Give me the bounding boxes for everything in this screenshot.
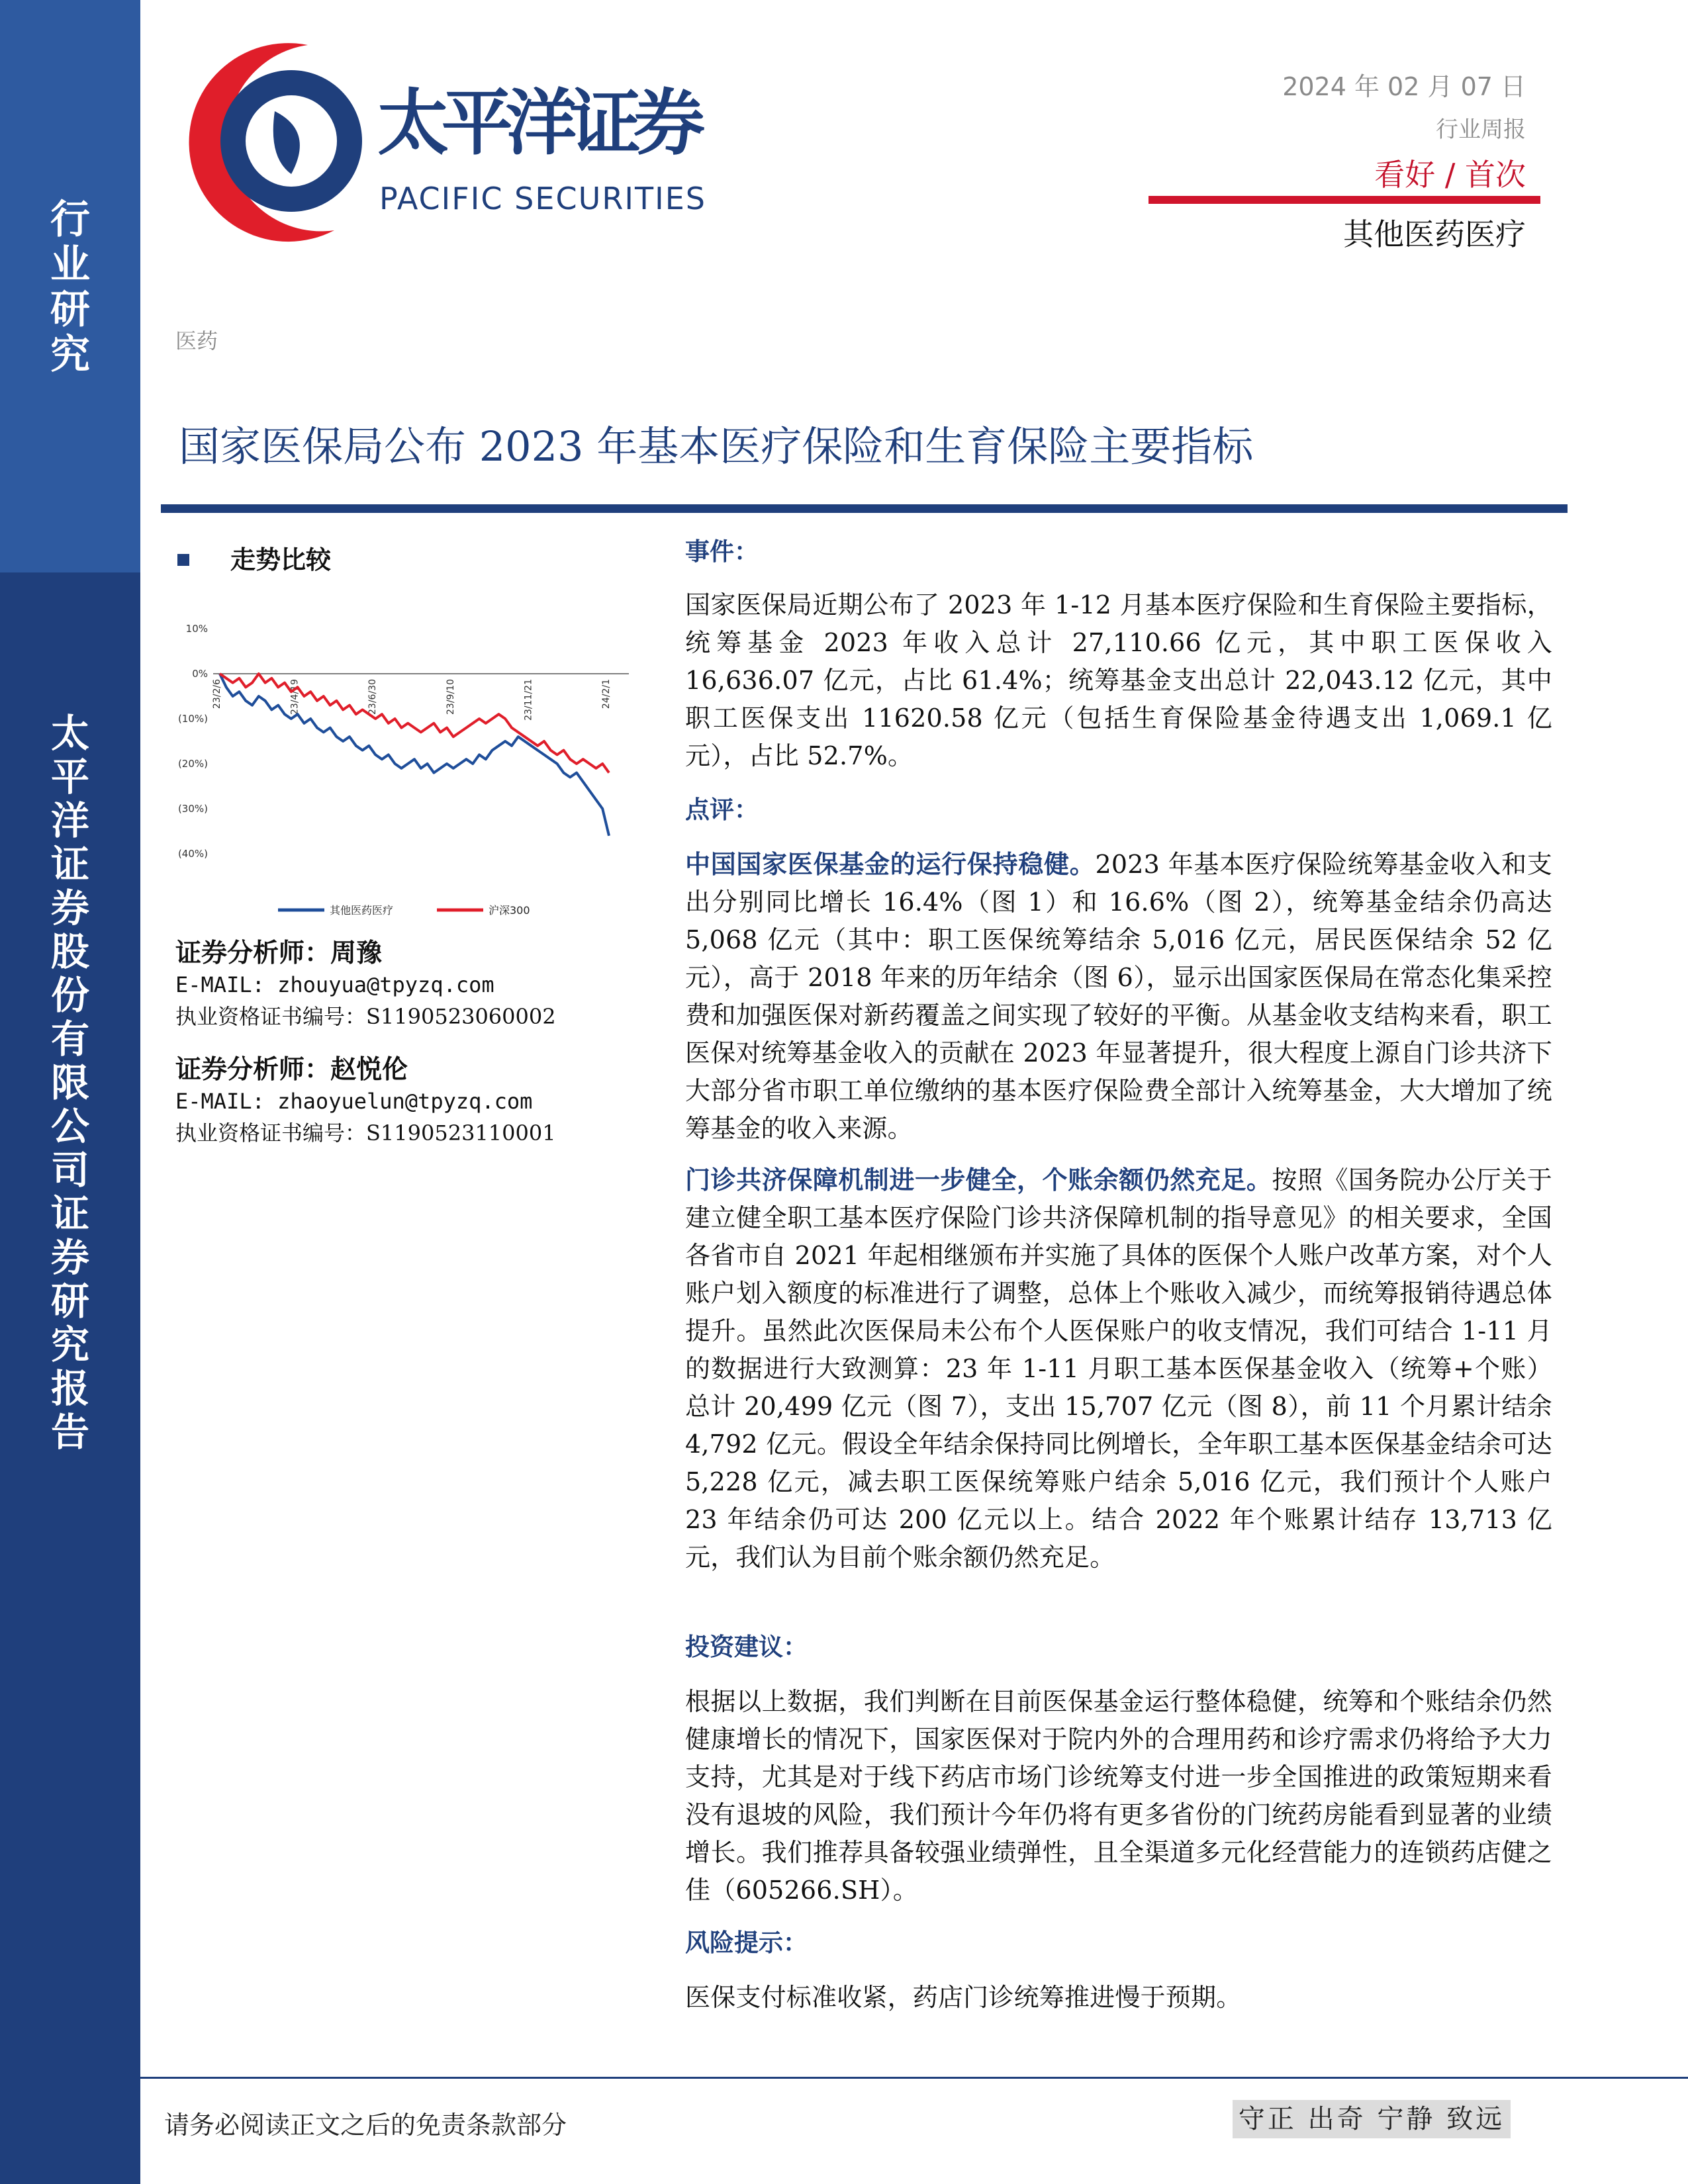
legend-label: 沪深300 [489, 904, 530, 917]
sidebar-company-char: 太 [50, 711, 89, 756]
event-heading: 事件： [685, 537, 759, 566]
analyst-name: 证券分析师：周豫 [175, 938, 383, 968]
pacific-securities-logo [175, 32, 718, 250]
legend-label: 其他医药医疗 [330, 904, 394, 917]
paragraph-1-text: 2023 年基本医疗保险统筹基金收入和支出分别同比增长 16.4%（图 1）和 16.6%（图 2），统筹基金结余仍高达 5,068 亿元（其中：职工医保统筹结余 5,016 亿元，居民医保结余 52 亿元），高于 2018 年来的历年结余（图 6），显示出国家医保局在常态化集采控费和加强医保对新药覆盖之间实现了较好的平衡。从基金收支结构来看，职工医保对统筹基金收入的贡献在 2023 年显著提升，很大程度上源自门诊共济下大部分省市职工单位缴纳的基本医疗保险费全部计入统筹基金，大大增加了统筹基金的收入来源。 [685, 850, 1552, 1143]
footer-motto: 守正 出奇 宁静 致远 [1233, 2100, 1511, 2138]
sidebar-company-char: 公 [50, 1104, 89, 1149]
sector-name: 其他医药医疗 [1343, 216, 1526, 252]
trend-chart [165, 609, 642, 927]
sidebar-company-char: 股 [50, 929, 89, 974]
trend-heading-label: 走势比较 [230, 545, 332, 574]
trend-heading [177, 539, 331, 576]
analyst-email[interactable]: E-MAIL: zhaoyuelun@tpyzq.com [175, 1089, 533, 1114]
report-date: 2024 年 02 月 07 日 [1282, 72, 1526, 101]
sidebar-company-char: 究 [50, 1322, 89, 1367]
title-rule [161, 504, 1568, 513]
body-comment-section [685, 793, 1552, 826]
logo-red-crescent-icon [189, 43, 334, 242]
sidebar-company-name [0, 711, 140, 1454]
y-tick-label: (20%) [177, 758, 208, 770]
x-tick-label: 23/4/19 [289, 679, 301, 715]
comment-paragraph-1 [685, 845, 1552, 1148]
sidebar-company-char: 研 [50, 1279, 89, 1324]
body-event-text [685, 586, 1552, 775]
header-red-bar [1149, 196, 1540, 204]
analyst-card [175, 937, 556, 1032]
body-event-section [685, 535, 1552, 568]
analyst-name: 证券分析师：赵悦伦 [175, 1054, 408, 1085]
analyst-email[interactable]: E-MAIL: zhouyua@tpyzq.com [175, 972, 494, 997]
paragraph-2-text: 按照《国务院办公厅关于建立健全职工基本医疗保险门诊共济保障机制的指导意见》的相关要求，全国各省市自 2021 年起相继颁布并实施了具体的医保个人账户改革方案，对个人账户划入额度的标准进行了调整，总体上个账收入减少，而统筹报销待遇总体提升。虽然此次医保局未公布个人医保账户的收支情况，我们可结合 1-11 月的数据进行大致测算：23 年 1-11 月职工基本医保基金收入（统筹+个账）总计 20,499 亿元（图 7），支出 15,707 亿元（图 8），前 11 个月累计结余 4,792 亿元。假设全年结余保持同比例增长，全年职工基本医保基金结余可达 5,228 亿元，减去职工医保统筹账户结余 5,016 亿元，我们预计个人账户 23 年结余仍可达 200 亿元以上。结合 2022 年个账累计结存 13,713 亿元，我们认为目前个账余额仍然充足。 [685, 1165, 1552, 1572]
report-title: 国家医保局公布 2023 年基本医疗保险和生育保险主要指标 [179, 422, 1254, 471]
sidebar-company-char: 洋 [50, 798, 89, 843]
body-paragraph-1 [685, 845, 1552, 1148]
sidebar-company-char: 报 [50, 1366, 89, 1411]
footer-rule [140, 2077, 1688, 2079]
y-tick-label: (40%) [177, 848, 208, 860]
sidebar-company-char: 司 [50, 1148, 89, 1193]
sidebar-company-char: 平 [50, 754, 89, 799]
paragraph-2-lead: 门诊共济保障机制进一步健全，个账余额仍然充足。 [685, 1165, 1272, 1195]
y-tick-label: 0% [192, 668, 208, 680]
analyst-cert: 执业资格证书编号：S1190523060002 [175, 1004, 556, 1029]
sidebar-type-char: 究 [50, 332, 90, 378]
risk-paragraph: 医保支付标准收紧，药店门诊统筹推进慢于预期。 [685, 1983, 1242, 2012]
y-tick-label: 10% [185, 623, 208, 635]
body-invest-section [685, 1630, 1552, 1663]
comment-heading: 点评： [685, 795, 759, 824]
sidebar-company-char: 券 [50, 886, 89, 931]
sidebar-company-char: 告 [50, 1410, 89, 1455]
sidebar-type-char: 行 [50, 197, 90, 243]
body-paragraph-2 [685, 1161, 1552, 1576]
invest-heading: 投资建议： [685, 1632, 808, 1661]
x-tick-label: 23/2/6 [212, 679, 222, 709]
body-risk-text [685, 1979, 1552, 2017]
x-tick-label: 23/9/10 [445, 679, 456, 715]
x-tick-label: 23/11/21 [523, 679, 534, 721]
sidebar-company-char: 份 [50, 973, 89, 1018]
category-label: 医药 [175, 328, 218, 353]
analyst-card [175, 1054, 556, 1149]
y-tick-label: (10%) [177, 713, 208, 725]
sidebar-company-char: 券 [50, 1235, 89, 1280]
sidebar-company-char: 证 [50, 842, 89, 887]
sidebar-company-char: 证 [50, 1191, 89, 1236]
sidebar-type-char: 研 [50, 287, 90, 333]
risk-heading: 风险提示： [685, 1928, 808, 1957]
logo-en-text: PACIFIC SECURITIES [379, 181, 705, 216]
comment-paragraph-2 [685, 1161, 1552, 1576]
footer-disclaimer: 请务必阅读正文之后的免责条款部分 [164, 2111, 567, 2140]
sidebar-company-char: 限 [50, 1060, 89, 1105]
body-risk-section [685, 1926, 1552, 1959]
invest-paragraph: 根据以上数据，我们判断在目前医保基金运行整体稳健，统筹和个账结余仍然健康增长的情况下，国家医保对于院内外的合理用药和诊疗需求仍将给予大力支持，尤其是对于线下药店市场门诊统筹支付进一步全国推进的政策短期来看没有退坡的风险，我们预计今年仍将有更多省份的门统药房能看到显著的业绩增长。我们推荐具备较强业绩弹性，且全渠道多元化经营能力的连锁药店健之佳（605266.SH）。 [685, 1687, 1552, 1905]
logo-cn-text: 太平洋证券 [377, 82, 705, 165]
x-tick-label: 24/2/1 [601, 679, 612, 709]
square-bullet-icon [177, 554, 189, 566]
x-tick-label: 23/6/30 [367, 679, 379, 715]
report-kind: 行业周报 [1436, 116, 1526, 143]
y-tick-label: (30%) [177, 803, 208, 815]
analyst-cert: 执业资格证书编号：S1190523110001 [175, 1120, 556, 1146]
event-paragraph: 国家医保局近期公布了 2023 年 1-12 月基本医疗保险和生育保险主要指标，统筹基金 2023 年收入总计 27,110.66 亿元，其中职工医保收入 16,636.07 亿元，占比 61.4%；统筹基金支出总计 22,043.12 亿元，其中职工医保支出 11620.58 亿元（包括生育保险基金待遇支出 1,069.1 亿元），占比 52.7%。 [685, 590, 1552, 770]
series-line-sector [220, 674, 609, 836]
sidebar-company-char: 有 [50, 1017, 89, 1062]
sidebar-type-char: 业 [50, 242, 90, 288]
sidebar-report-type [0, 197, 140, 377]
paragraph-1-lead: 中国国家医保基金的运行保持稳健。 [685, 849, 1096, 879]
industry-rating: 看好 / 首次 [1374, 157, 1526, 193]
body-invest-text [685, 1683, 1552, 1909]
sidebar [0, 0, 140, 2184]
